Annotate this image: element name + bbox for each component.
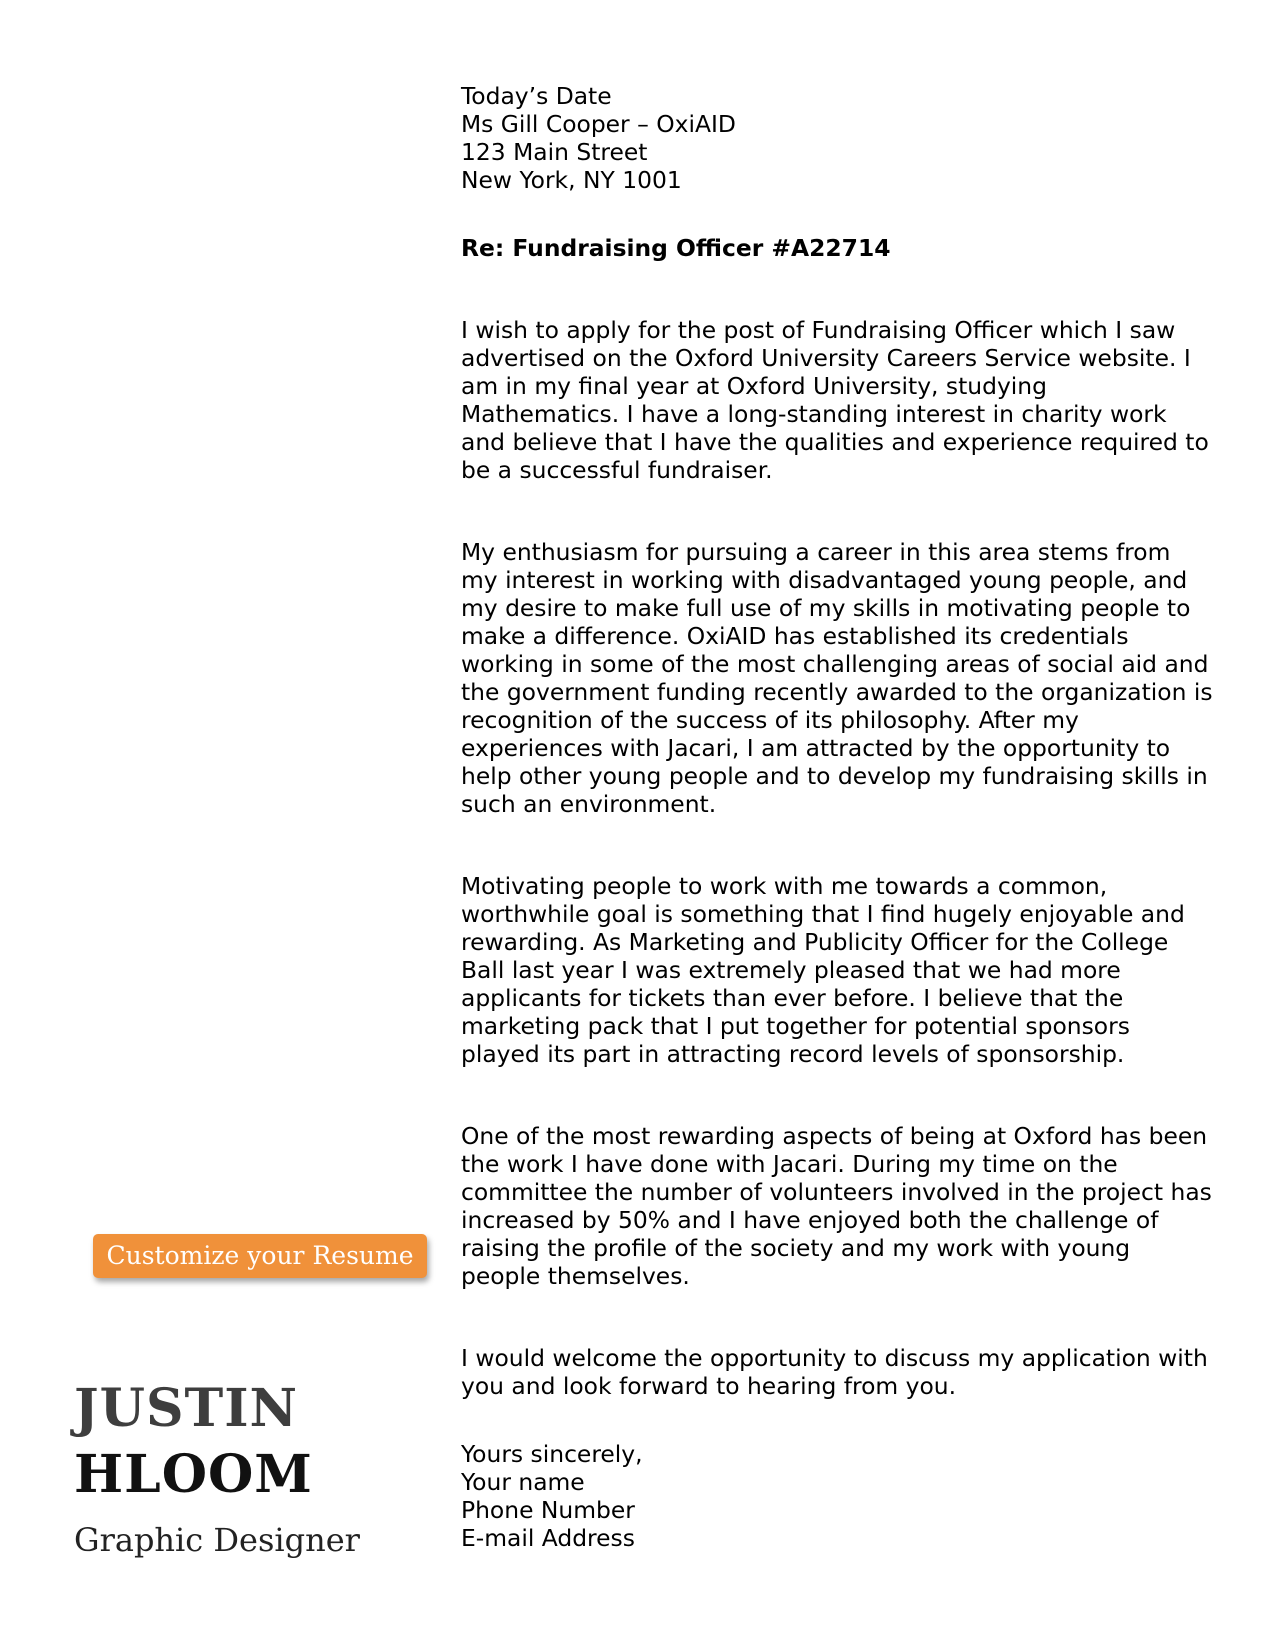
paragraph-line: Motivating people to work with me towards a common, [461, 872, 1108, 900]
recipient-name-line: Ms Gill Cooper – OxiAID [461, 110, 736, 138]
paragraph-line: increased by 50% and I have enjoyed both the challenge of [461, 1206, 1159, 1234]
signoff-line: Yours sincerely, [461, 1440, 643, 1468]
paragraph-1 [461, 316, 1241, 484]
paragraph-line: applicants for tickets than ever before. I believe that the [461, 984, 1124, 1012]
paragraph-line: played its part in attracting record levels of sponsorship. [461, 1040, 1125, 1068]
paragraph-line: help other young people and to develop my fundraising skills in [461, 762, 1208, 790]
applicant-job-title: Graphic Designer [74, 1521, 360, 1559]
paragraph-line: One of the most rewarding aspects of being at Oxford has been [461, 1122, 1208, 1150]
paragraph-line: committee the number of volunteers involved in the project has [461, 1178, 1212, 1206]
date-line: Today’s Date [461, 82, 612, 110]
paragraph-line: you and look forward to hearing from you. [461, 1372, 957, 1400]
paragraph-line: experiences with Jacari, I am attracted by the opportunity to [461, 734, 1171, 762]
applicant-last-name: HLOOM [74, 1444, 313, 1505]
paragraph-line: working in some of the most challenging areas of social aid and [461, 650, 1209, 678]
paragraph-line: Ball last year I was extremely pleased that we had more [461, 956, 1121, 984]
recipient-address [461, 82, 1241, 194]
street-line: 123 Main Street [461, 138, 648, 166]
paragraph-line: be a successful fundraiser. [461, 456, 773, 484]
paragraph-line: recognition of the success of its philosophy. After my [461, 706, 1079, 734]
paragraph-3 [461, 872, 1241, 1068]
paragraph-line: such an environment. [461, 790, 717, 818]
subject-line: Re: Fundraising Officer #A22714 [461, 234, 891, 262]
paragraph-line: I would welcome the opportunity to discuss my application with [461, 1344, 1208, 1372]
paragraph-line: my interest in working with disadvantaged young people, and [461, 566, 1188, 594]
paragraph-2 [461, 538, 1241, 818]
sender-email-line: E-mail Address [461, 1524, 635, 1552]
sender-phone-line: Phone Number [461, 1496, 635, 1524]
customize-resume-button[interactable]: Customize your Resume [93, 1234, 427, 1278]
subject-block [461, 234, 1241, 262]
paragraph-line: advertised on the Oxford University Careers Service website. I [461, 344, 1191, 372]
applicant-first-name: JUSTIN [74, 1378, 299, 1439]
paragraph-line: people themselves. [461, 1262, 690, 1290]
paragraph-5 [461, 1344, 1241, 1400]
paragraph-line: Mathematics. I have a long-standing interest in charity work [461, 400, 1167, 428]
paragraph-line: I wish to apply for the post of Fundraising Officer which I saw [461, 316, 1176, 344]
paragraph-line: make a difference. OxiAID has established its credentials [461, 622, 1129, 650]
paragraph-line: the work I have done with Jacari. During my time on the [461, 1150, 1118, 1178]
paragraph-line: rewarding. As Marketing and Publicity Officer for the College [461, 928, 1169, 956]
paragraph-line: the government funding recently awarded to the organization is [461, 678, 1213, 706]
paragraph-line: am in my final year at Oxford University, studying [461, 372, 1047, 400]
signoff-block [461, 1440, 1241, 1552]
paragraph-line: raising the profile of the society and my work with young [461, 1234, 1131, 1262]
sender-name-line: Your name [461, 1468, 585, 1496]
paragraph-line: and believe that I have the qualities and experience required to [461, 428, 1209, 456]
paragraph-line: worthwhile goal is something that I find hugely enjoyable and [461, 900, 1185, 928]
paragraph-line: marketing pack that I put together for potential sponsors [461, 1012, 1130, 1040]
paragraph-line: my desire to make full use of my skills in motivating people to [461, 594, 1191, 622]
city-line: New York, NY 1001 [461, 166, 682, 194]
paragraph-4 [461, 1122, 1241, 1290]
paragraph-line: My enthusiasm for pursuing a career in this area stems from [461, 538, 1171, 566]
cover-letter [461, 82, 1241, 1552]
applicant-name-block [74, 1376, 360, 1560]
